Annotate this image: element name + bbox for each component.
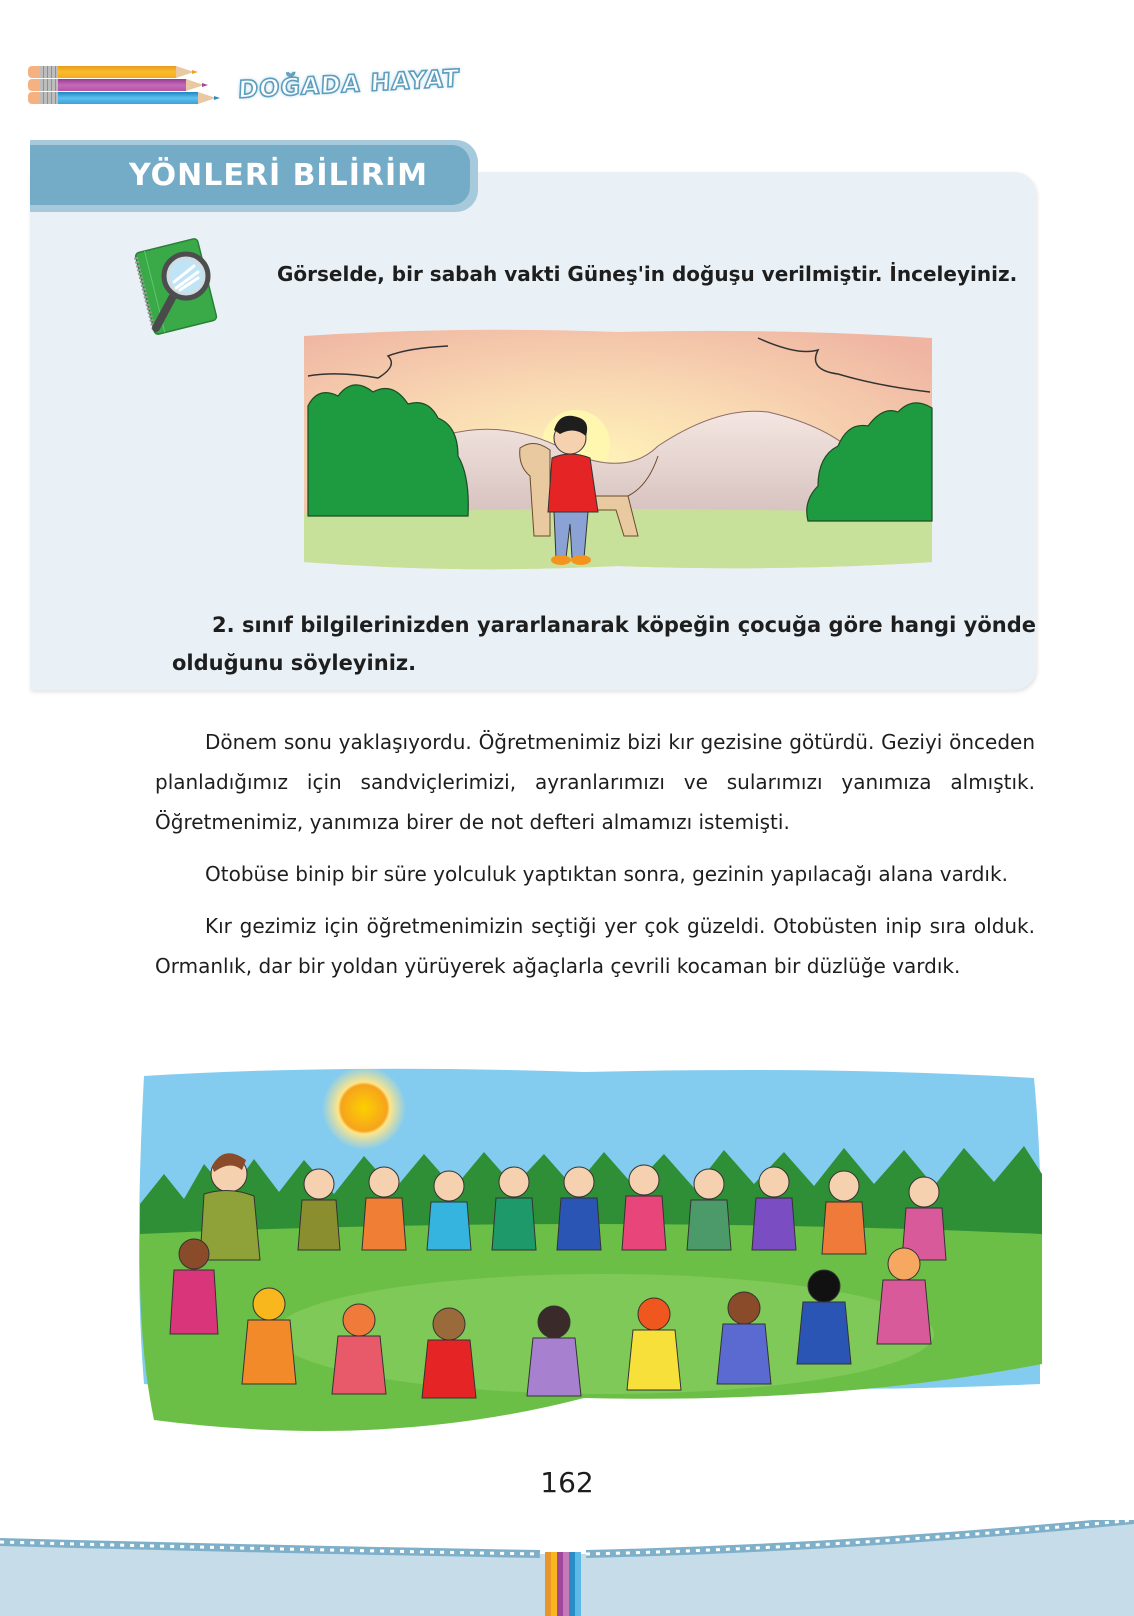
question-text bbox=[172, 606, 1036, 682]
pencil-blue-icon bbox=[28, 92, 220, 104]
pencils-decoration bbox=[28, 66, 223, 106]
notebook-magnifier-icon bbox=[128, 236, 228, 336]
pencil-orange-icon bbox=[28, 66, 198, 78]
pencil-purple-icon bbox=[28, 79, 208, 91]
instruction-text: Görselde, bir sabah vakti Güneş'in doğuşu verilmiştir. İnceleyiniz. bbox=[277, 262, 1018, 286]
sunrise-illustration bbox=[298, 326, 938, 574]
section-tab bbox=[30, 145, 470, 205]
page-number: 162 bbox=[540, 1466, 594, 1499]
picnic-illustration bbox=[134, 1064, 1046, 1450]
child bbox=[298, 1169, 340, 1250]
sun-icon bbox=[322, 1066, 406, 1150]
story-text bbox=[155, 722, 1035, 998]
story-paragraph-1: Dönem sonu yaklaşıyordu. Öğretmenimiz bizi kır gezisine götürdü. Geziyi önceden planladığımız için sandviçlerimizi, ayranlarımızı ve sularımızı yanımıza almıştık. Öğretmenimiz, yanımıza birer de not defteri almamızı istemişti. bbox=[155, 730, 1035, 834]
question-line-1: 2. sınıf bilgilerinizden yararlanarak köpeğin çocuğa göre hangi yönde bbox=[212, 613, 1036, 637]
section-title: YÖNLERİ BİLİRİM bbox=[128, 157, 428, 193]
unit-title: DOĞADA HAYAT bbox=[237, 64, 461, 104]
question-line-2: olduğunu söyleyiniz. bbox=[172, 651, 417, 675]
story-paragraph-3: Kır gezimiz için öğretmenimizin seçtiği yer çok güzeldi. Otobüsten inip sıra olduk. Ormanlık, dar bir yoldan yürüyerek ağaçlarla çevrili kocaman bir düzlüğe vardık. bbox=[155, 914, 1035, 978]
story-paragraph-2: Otobüse binip bir süre yolculuk yaptıktan sonra, gezinin yapılacağı alana vardık. bbox=[205, 862, 1008, 886]
book-spine-stripes bbox=[545, 1552, 581, 1616]
spine-stripe bbox=[575, 1552, 581, 1616]
